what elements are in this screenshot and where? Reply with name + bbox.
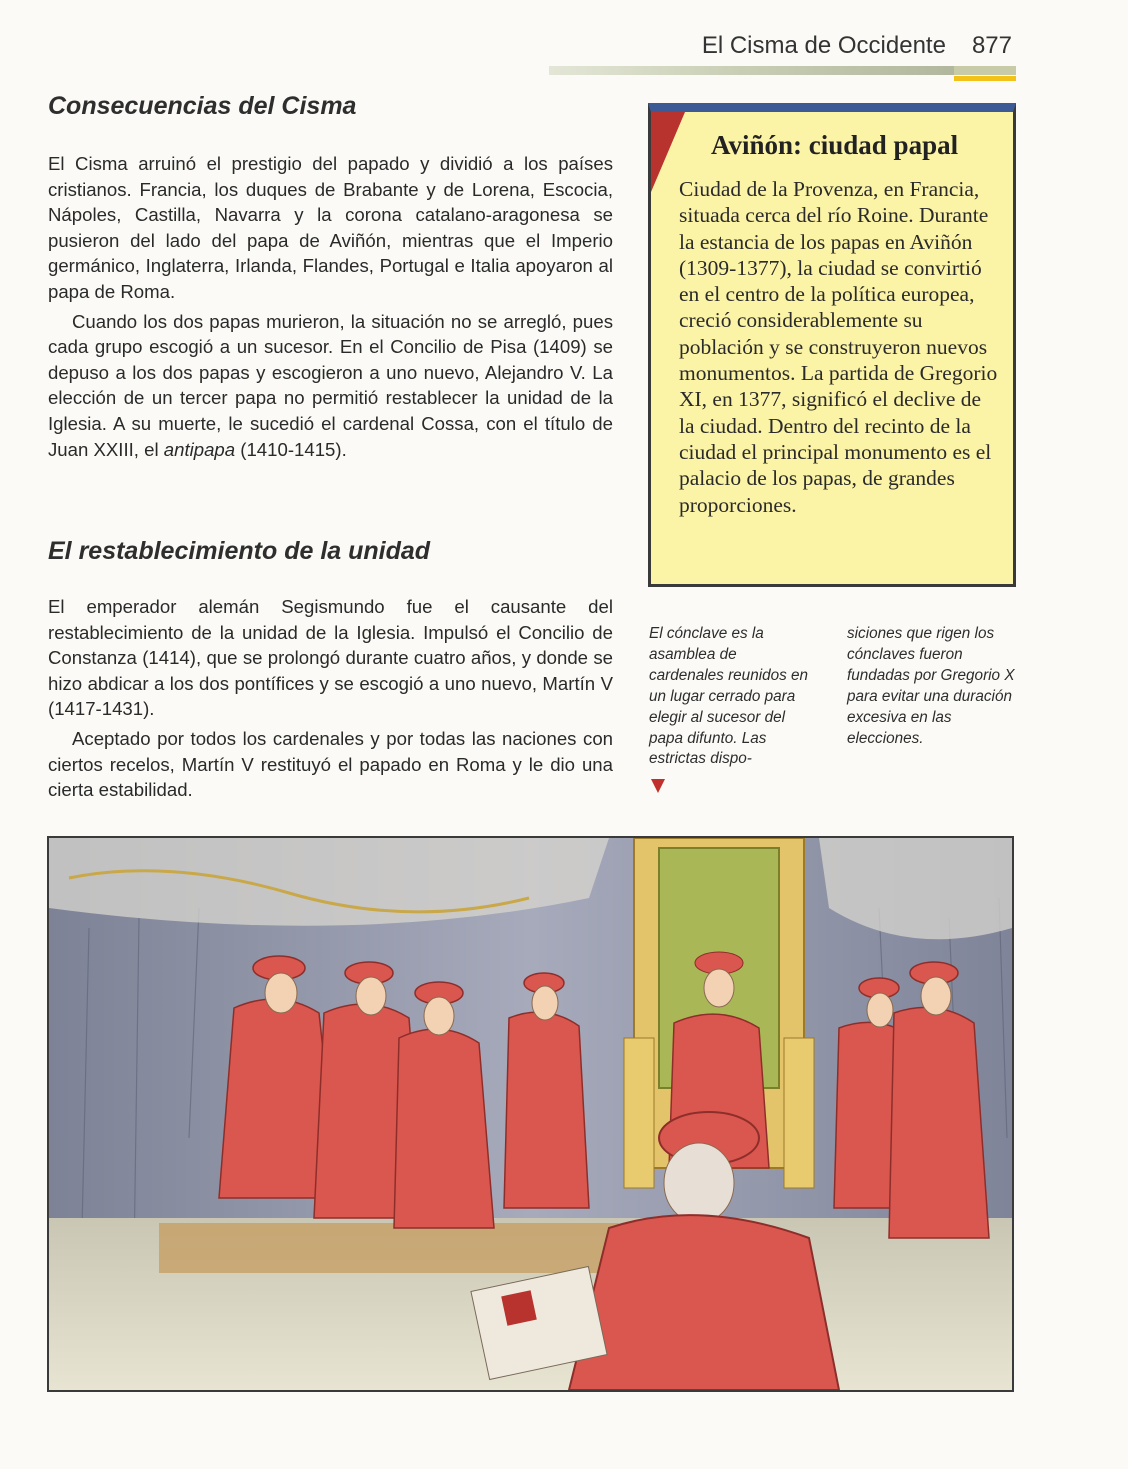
caption-column-2: siciones que rigen los cónclaves fueron fundadas por Gregorio X para evitar una duración excesiva en las elecciones. <box>847 625 1015 747</box>
section-title-restablecimiento: El restablecimiento de la unidad <box>48 537 431 565</box>
caption-column-1: El cónclave es la asamblea de cardenales reunidos en un lugar cerrado para elegir al sucesor del papa difunto. Las estrictas dispo- <box>649 625 809 768</box>
section-body-consecuencias <box>48 151 613 462</box>
section-body-restablecimiento <box>48 594 613 803</box>
sidebar-text: Ciudad de la Provenza, en Francia, situada cerca del río Roine. Durante la estancia de los papas en Aviñón (1309-1377), la ciudad se convirtió en el centro de la política europea, creció considerablemente su población y se construyeron nuevos monumentos. La partida de Gregorio XI, en 1377, significó el declive de la ciudad. Dentro del recinto de la ciudad el principal monumento es el palacio de los papas, de grandes proporciones. <box>679 177 998 517</box>
paragraph: El Cisma arruinó el prestigio del papado y dividió a los países cristianos. Francia, los duques de Brabante y de Lorena, Escocia, Nápoles, Castilla, Navarra y la corona catalano-aragonesa se pusieron del lado del papa de Aviñón, mientras que el Imperio germánico, Inglaterra, Irlanda, Flandes, Portugal e Italia apoyaron al papa de Roma. <box>48 153 613 302</box>
header-rule-accent <box>954 66 1016 75</box>
paragraph-text: Cuando los dos papas murieron, la situación no se arregló, pues cada grupo escogió a un sucesor. En el Concilio de Pisa (1409) se depuso a los dos papas y escogieron a uno nuevo, Alejandro V. La elección de un tercer papa no permitió restablecer la unidad de la Iglesia. A su muerte, le sucedió el cardenal Cossa, con el título de Juan XXIII, el <box>48 310 613 460</box>
paragraph-tail: (1410-1415). <box>235 438 347 460</box>
paragraph: El emperador alemán Segismundo fue el causante del restablecimiento de la unidad de la Iglesia. Impulsó el Concilio de Constanza (1414), que se prolongó durante cuatro años, y donde se hizo abdicar a los dos pontífices y se escogió a uno nuevo, Martín V (1417-1431). <box>48 596 613 720</box>
emphasis-term: antipapa <box>163 438 236 460</box>
section-title-consecuencias: Consecuencias del Cisma <box>48 92 357 120</box>
paragraph <box>48 309 613 463</box>
running-header <box>702 32 1012 60</box>
red-triangle-down-icon <box>651 779 665 793</box>
page-number: 877 <box>971 32 1012 59</box>
sidebar-box <box>648 103 1016 587</box>
header-yellow-marker <box>954 76 1016 81</box>
sidebar-title: Aviñón: ciudad papal <box>711 130 959 160</box>
header-rule <box>549 66 1015 75</box>
conclave-illustration-drawing <box>49 838 1012 1390</box>
chapter-title: El Cisma de Occidente <box>701 32 946 59</box>
paragraph: Aceptado por todos los cardenales y por todas las naciones con ciertos recelos, Martín V restituyó el papado en Roma y le dio una cierta estabilidad. <box>48 727 613 801</box>
conclave-illustration <box>47 836 1014 1392</box>
